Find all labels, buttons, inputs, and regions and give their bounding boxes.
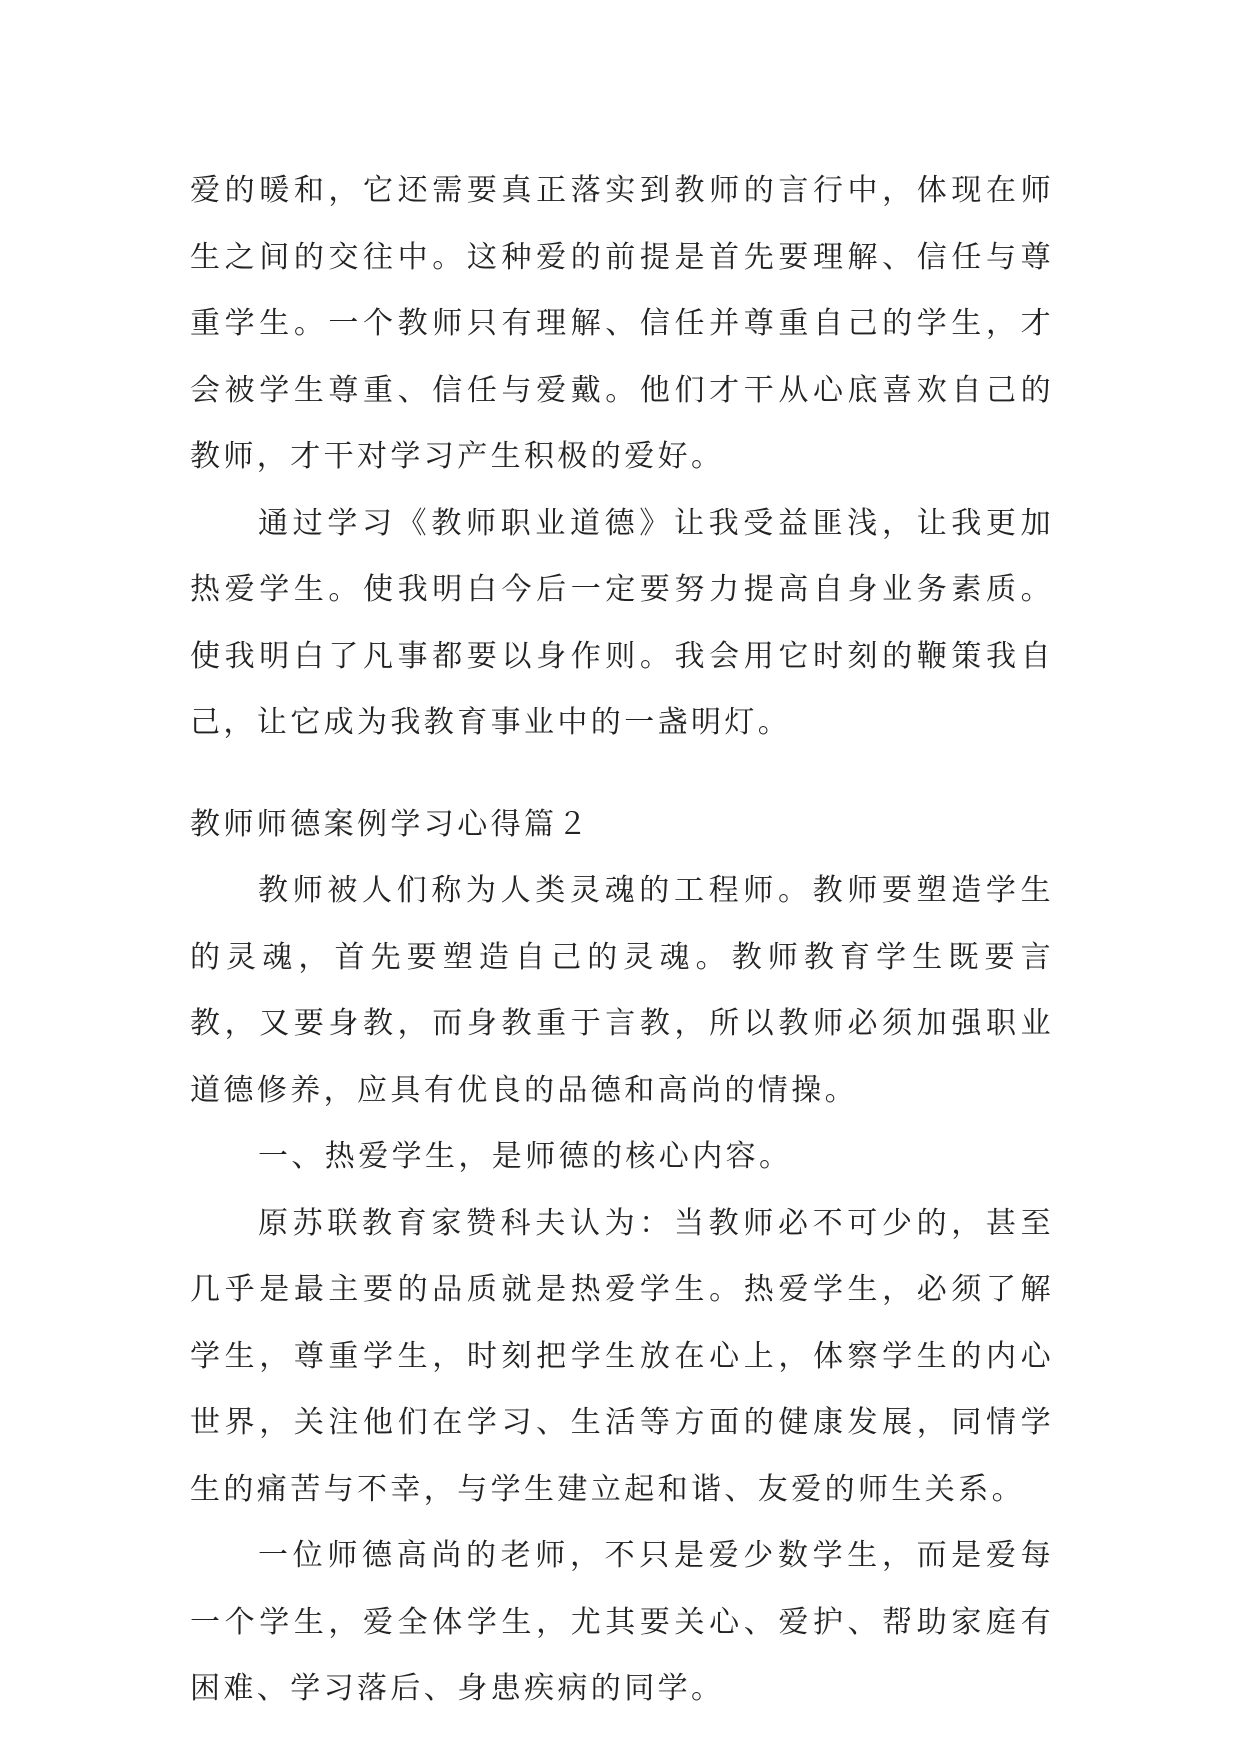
document-body (190, 158, 1054, 1723)
paragraph: 原苏联教育家赞科夫认为：当教师必不可少的，甚至几乎是最主要的品质就是热爱学生。热爱学生，必须了解学生，尊重学生，时刻把学生放在心上，体察学生的内心世界，关注他们在学习、生活等方面的健康发展，同情学生的痛苦与不幸，与学生建立起和谐、友爱的师生关系。 (190, 1205, 1054, 1507)
paragraph: 一、热爱学生，是师德的核心内容。 (258, 1139, 793, 1174)
paragraph: 通过学习《教师职业道德》让我受益匪浅，让我更加热爱学生。使我明白今后一定要努力提高自身业务素质。使我明白了凡事都要以身作则。我会用它时刻的鞭策我自己，让它成为我教育事业中的一盏明灯。 (190, 505, 1054, 740)
section-title: 教师师德案例学习心得篇２ (190, 806, 591, 842)
paragraph: 一位师德高尚的老师，不只是爱少数学生，而是爱每一个学生，爱全体学生，尤其要关心、爱护、帮助家庭有困难、学习落后、身患疾病的同学。 (190, 1538, 1054, 1706)
paragraph: 教师被人们称为人类灵魂的工程师。教师要塑造学生的灵魂，首先要塑造自己的灵魂。教师教育学生既要言教，又要身教，而身教重于言教，所以教师必须加强职业道德修养，应具有优良的品德和高尚的情操。 (190, 873, 1054, 1108)
paragraph-continuation: 爱的暖和，它还需要真正落实到教师的言行中，体现在师生之间的交往中。这种爱的前提是首先要理解、信任与尊重学生。一个教师只有理解、信任并尊重自己的学生，才会被学生尊重、信任与爱戴。他们才干从心底喜欢自己的教师，才干对学习产生积极的爱好。 (190, 173, 1054, 474)
